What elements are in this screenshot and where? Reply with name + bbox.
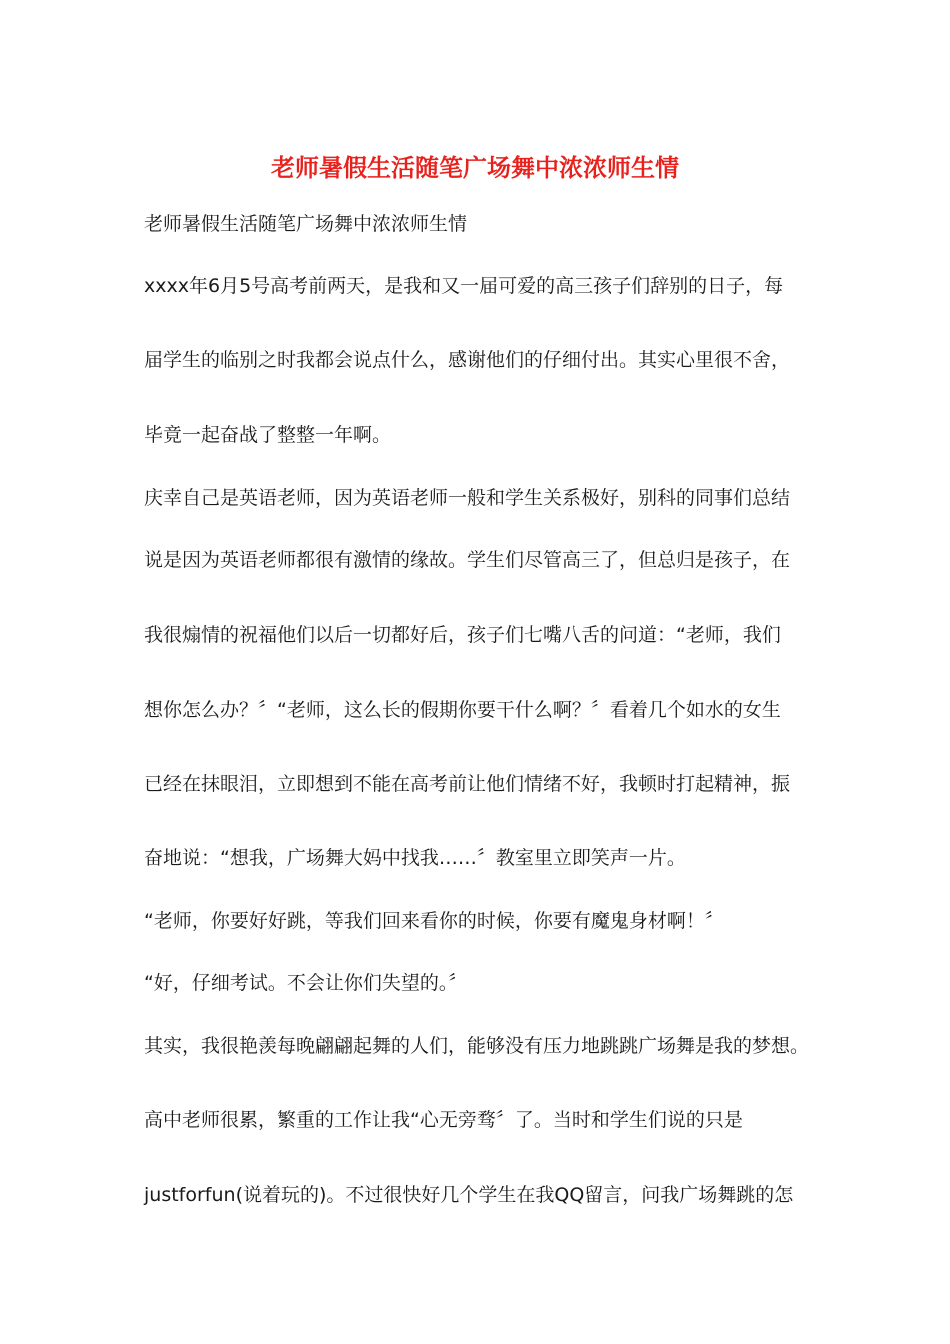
paragraph-line: 庆幸自己是英语老师，因为英语老师一般和学生关系极好，别科的同事们总结: [144, 487, 791, 509]
paragraph-line: 已经在抹眼泪，立即想到不能在高考前让他们情绪不好，我顿时打起精神，振: [144, 773, 791, 795]
paragraph-line: xxxx年6月5号高考前两天，是我和又一届可爱的高三孩子们辞别的日子，每: [144, 275, 784, 297]
paragraph-line: 想你怎么办？〞“老师，这么长的假期你要干什么啊？〞看着几个如水的女生: [144, 699, 781, 721]
paragraph-line: 高中老师很累，繁重的工作让我“心无旁骛〞了。当时和学生们说的只是: [144, 1109, 743, 1131]
paragraph-line: justforfun(说着玩的)。不过很快好几个学生在我QQ留言，问我广场舞跳的怎: [144, 1184, 794, 1206]
paragraph-line: 其实，我很艳羡每晚翩翩起舞的人们，能够没有压力地跳跳广场舞是我的梦想。: [144, 1035, 810, 1057]
paragraph-line: 奋地说：“想我，广场舞大妈中找我……〞教室里立即笑声一片。: [144, 847, 686, 869]
paragraph-line: 说是因为英语老师都很有激情的缘故。学生们尽管高三了，但总归是孩子，在: [144, 549, 791, 571]
paragraph-line: “好，仔细考试。不会让你们失望的。〞: [144, 972, 468, 994]
paragraph-line: 我很煽情的祝福他们以后一切都好后，孩子们七嘴八舌的问道：“老师，我们: [144, 624, 781, 646]
paragraph-line: 毕竟一起奋战了整整一年啊。: [144, 424, 392, 446]
document-title: 老师暑假生活随笔广场舞中浓浓师生情: [271, 153, 679, 182]
paragraph-line: 届学生的临别之时我都会说点什么，感谢他们的仔细付出。其实心里很不舍，: [144, 349, 791, 371]
paragraph-line: “老师，你要好好跳，等我们回来看你的时候，你要有魔鬼身材啊！〞: [144, 910, 724, 932]
paragraph-line: 老师暑假生活随笔广场舞中浓浓师生情: [144, 213, 468, 235]
